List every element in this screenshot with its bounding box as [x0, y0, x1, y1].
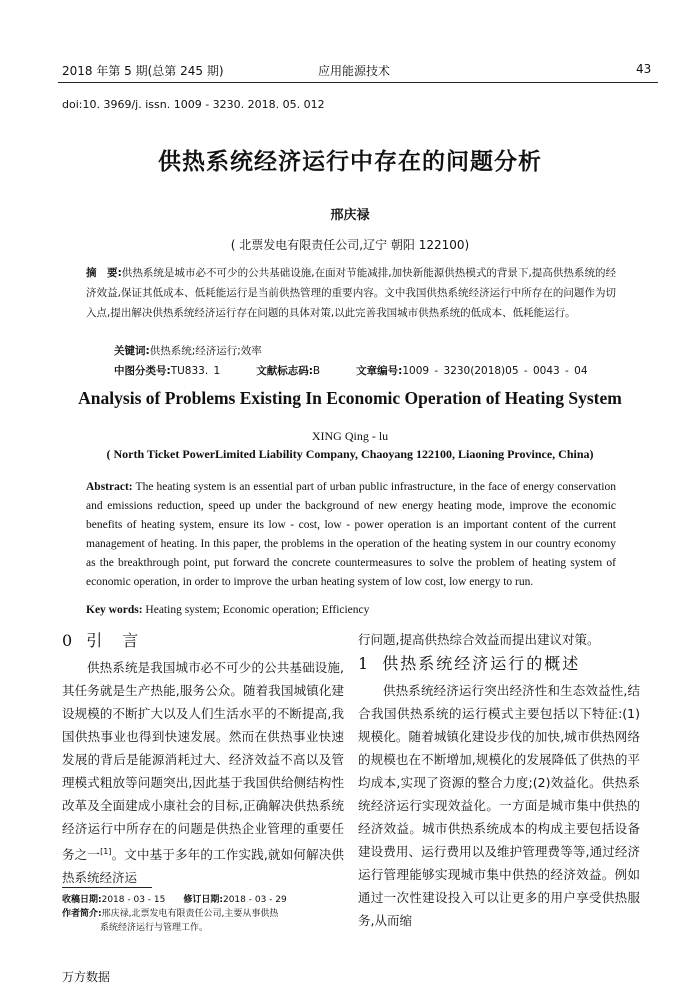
section-0-paragraph	[62, 656, 344, 889]
section-1-title: 供热系统经济运行的概述	[382, 654, 581, 673]
article-number-value: 1009 - 3230(2018)05 - 0043 - 04	[402, 365, 588, 377]
section-0-text-a: 供热系统是我国城市必不可少的公共基础设施,其任务就是生产热能,服务公众。随着我国城镇化建设规模的不断扩大以及人们生活水平的不断提高,我国供热事业也得到快速发展。然而在供热事业快速发展的背后是能源消耗过大、经济效益不高以及管理模式粗放等问题突出,因此基于我国供给侧结构性改革及全面建成小康社会的目标,正确解决供热系统经济运行中所存在的问题是供热企业管理的重要任务之一	[62, 660, 344, 863]
keywords-en-text: Heating system; Economic operation; Efficiency	[145, 604, 370, 616]
section-1-heading	[358, 651, 640, 677]
section-1-paragraph: 供热系统经济运行突出经济性和生态效益性,结合我国供热系统的运行模式主要包括以下特征:(1)规模化。随着城镇化建设步伐的加快,城市供热网络的规模也在不断增加,规模化的发展降低了供热的平均成本,实现了资源的整合力度;(2)效益化。供热系统经济运行实现效益化。一方面是城市集中供热的经济效益。城市供热系统成本的构成主要包括设备建设费用、运行费用以及维护管理费等等,通过经济运行管理能够实现城市集中供热的经济效益。例如通过一次性建设投入可以让更多的用户享受供热服务,从而缩	[358, 683, 640, 928]
author-en: XING Qing - lu	[311, 429, 389, 443]
watermark-text: 万方数据	[62, 970, 111, 984]
title-en: Analysis of Problems Existing In Economic Operation of Heating System	[78, 388, 622, 408]
header-rule	[58, 82, 658, 83]
section-0-number: 0	[62, 631, 75, 650]
revised-label: 修订日期:	[183, 895, 223, 905]
abstract-cn	[86, 263, 616, 323]
keywords-cn	[114, 343, 262, 358]
keywords-cn-label: 关键词:	[114, 345, 150, 357]
affiliation-en: ( North Ticket PowerLimited Liability Company, Chaoyang 122100, Liaoning Province, China)	[106, 447, 594, 461]
abstract-en-text: The heating system is an essential part of urban public infrastructure, in the face of energy conservation and emissions reduction, speed up under the background of new energy heating mode, improve the economic benefits of heating system, ensure its low - cost, low - power operation is an important content of the current management of heating. In this paper, the problems in the operation of the heating system in our country economy as the breakthrough point, put forward the concrete countermeasures to solve the problem of heating system of economic operation, in order to improve the urban heating system of low cost, low energy to run.	[86, 481, 616, 588]
author-bio-line2: 系统经济运行与管理工作。	[100, 923, 209, 933]
body-left-column	[62, 628, 344, 889]
footnote-author	[62, 907, 344, 921]
received-label: 收稿日期:	[62, 895, 102, 905]
doc-code-value: B	[312, 365, 321, 377]
abstract-cn-label: 摘 要:	[86, 267, 122, 279]
author-cn: 邢庆禄	[330, 208, 370, 223]
running-header-journal: 应用能源技术	[318, 64, 391, 78]
keywords-en	[86, 604, 369, 616]
footnote-dates	[62, 893, 344, 907]
author-bio-line1: 邢庆禄,北票发电有限责任公司,主要从事供热	[101, 909, 279, 919]
abstract-en-label: Abstract:	[86, 481, 133, 493]
clc-value: TU833. 1	[170, 365, 221, 377]
doi: doi:10. 3969/j. issn. 1009 - 3230. 2018. 05. 012	[62, 98, 325, 111]
footnote-rule	[62, 887, 152, 888]
author-bio-label: 作者简介:	[62, 909, 102, 919]
classification-line	[114, 363, 588, 378]
section-0-heading	[62, 628, 344, 654]
footnote	[62, 893, 344, 935]
section-0-title: 引 言	[86, 631, 141, 650]
affiliation-cn: ( 北票发电有限责任公司,辽宁 朝阳 122100)	[230, 238, 470, 252]
running-header-page-number: 43	[636, 62, 652, 76]
keywords-cn-text: 供热系统;经济运行;效率	[149, 345, 262, 357]
title-cn: 供热系统经济运行中存在的问题分析	[158, 149, 542, 175]
received-date: 2018 - 03 - 15	[101, 895, 166, 905]
body-right-column	[358, 628, 640, 932]
section-1-number: 1	[358, 654, 371, 673]
running-header-issue: 2018 年第 5 期(总第 245 期)	[62, 64, 224, 78]
section-0-text-b: 。文中基于多年的工作实践,就如何解决供热系统经济运	[62, 847, 344, 886]
revised-date: 2018 - 03 - 29	[222, 895, 287, 905]
citation-ref: [1]	[100, 847, 112, 856]
abstract-en	[86, 478, 616, 592]
abstract-cn-text: 供热系统是城市必不可少的公共基础设施,在面对节能减排,加快新能源供热模式的背景下,提高供热系统的经济效益,保证其低成本、低耗能运行是当前供热管理的重要内容。文中我国供热系统经济运行中所存在的问题作为切入点,提出解决供热系统经济运行存在问题的具体对策,以此完善我国城市供热系统的低成本、低耗能运行。	[86, 267, 616, 319]
keywords-en-label: Key words:	[86, 604, 143, 616]
section-0-continuation: 行问题,提高供热综合效益而提出建议对策。	[358, 632, 600, 647]
clc-label: 中图分类号:	[114, 365, 171, 377]
article-number-label: 文章编号:	[356, 365, 403, 377]
doc-code-label: 文献标志码:	[256, 365, 313, 377]
